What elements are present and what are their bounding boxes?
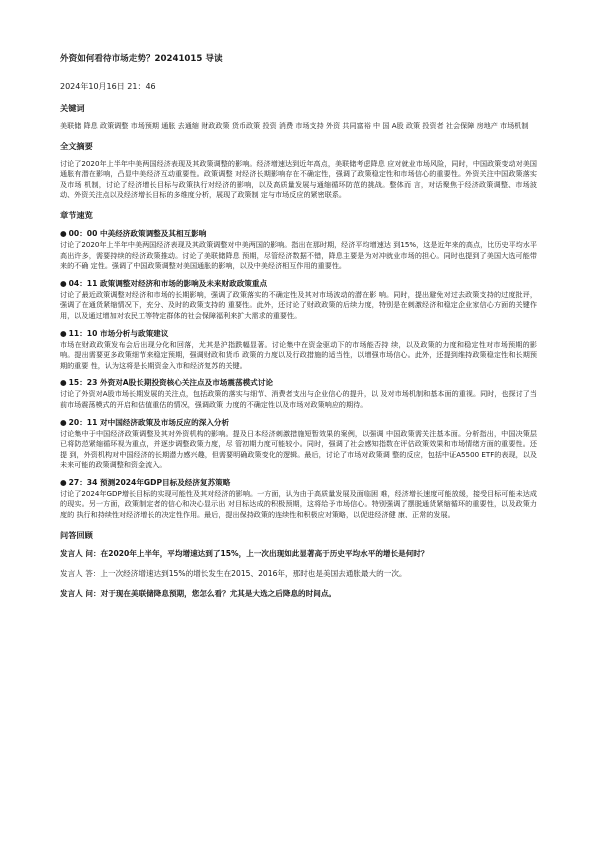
summary-text: 讨论了2020年上半年中美两国经济表现及其政策调整的影响。经济增速达到近年高点，美联储考虑降息 应对就业市场风险，同时，中国政策变动对美国通胀有潜在影响，凸显中美经济互动重要性。政策调整 对经济长期影响存在不确定性，强调了政策稳定性和市场信心的重要性。外资关注中国政策落实及市场 机制，讨论了经济增长目标与政策执行对经济的影响，以及高质量发展与通缩循环防范的挑战。整体而 言，对话聚焦于经济政策调整、市场波动、外资关注点以及经济增长目标的多维度分析，展现了政策制 定与市场反应的紧密联系。 <box>60 158 537 200</box>
chapter-text: 讨论了2020年上半年中美两国经济表现及其政策调整对中美两国的影响。指出在那时期，经济平均增速达 到15%，这是近年来的高点，比历史平均水平高出许多，需要持续的经济政策推动。讨论了美联储降息 预期，尽管经济数据不错，降息主要是为对冲就业市场的担心。同时也提到了美国大选可能带来的不确 定性。强调了中国政策调整对美国通胀的影响，以及中美经济相互作用的重要性。 <box>60 239 537 271</box>
chapter-title <box>60 377 537 388</box>
chapter-title <box>60 228 537 239</box>
chapter-title-text: 04：11 政策调整对经济和市场的影响及未来财政政策重点 <box>68 278 268 288</box>
keywords-text: 美联储 降息 政策调整 市场预期 通胀 去通缩 财政政策 货币政策 投资 消费 市场支持 外资 共同富裕 中 国 A股 政策 投资者 社会保障 房地产 市场机制 <box>60 121 529 130</box>
chapter-section <box>60 477 537 521</box>
qa-question: 发言人 问：对于现在美联储降息预期，您怎么看？尤其是大选之后降息的时间点。 <box>60 588 337 598</box>
qa-question: 发言人 问：在2020年上半年，平均增速达到了15%，上一次出现如此显著高于历史平均水平的增长是何时？ <box>60 548 429 558</box>
chapter-text: 讨论集中于中国经济政策调整及其对外资机构的影响。提及日本经济刺激措施短暂效果的案例，以强调 中国政策需关注基本面。分析指出，中国决策层已将防范紧缩循环视为重点，并逐步调整政策力度，尽 管初期力度可能较小。同时，强调了社会感知指数在评估政策效果和市场情绪方面的重要性。还提 到，外资机构对中国经济的长期潜力感兴趣，但需要明确政策变化的逻辑。最后，讨论了市场对政策调 整的反应，包括中证A5500 ETF的表现，以及未来可能的政策调整和资金流入。 <box>60 428 537 470</box>
bullet-icon: ● <box>60 328 67 338</box>
bullet-icon: ● <box>60 378 67 388</box>
document-title: 外资如何看待市场走势？20241015 导读 <box>60 54 223 64</box>
chapter-title-text: 00：00 中美经济政策调整及其相互影响 <box>68 228 207 238</box>
qa-heading: 问答回顾 <box>60 529 93 540</box>
summary-heading: 全文摘要 <box>60 140 93 151</box>
chapter-text: 讨论了外资对A股市场长期发展的关注点，包括政策的落实与细节、消费者支出与企业信心的提升，以 及对市场机制和基本面的重视。同时，也探讨了当前市场震荡模式的开启和估值重估的情况，强调政策 力度的不确定性以及市场对政策响应的期待。 <box>60 389 537 409</box>
qa-answer: 发言人 答：上一次经济增速达到15%的增长发生在2015、2016年，那时也是美国去通胀最大的一次。 <box>60 568 407 578</box>
chapter-title <box>60 477 537 488</box>
bullet-icon: ● <box>60 417 67 427</box>
chapter-section <box>60 278 537 322</box>
chapter-title-text: 15：23 外资对A股长期投资核心关注点及市场震荡模式讨论 <box>68 378 273 388</box>
chapters-heading: 章节速览 <box>60 209 93 220</box>
chapter-title-text: 27：34 预测2024年GDP目标及经济复苏策略 <box>68 477 231 487</box>
bullet-icon: ● <box>60 477 67 487</box>
chapter-title-text: 11：10 市场分析与政策建议 <box>68 328 169 338</box>
chapter-title <box>60 278 537 289</box>
chapter-section <box>60 228 537 272</box>
document-date: 2024年10月16日 21：46 <box>60 82 156 91</box>
chapter-text: 讨论了最近政策调整对经济和市场的长期影响，强调了政策落实的不确定性及其对市场波动的潜在影 响。同时，提出避免对过去政策支持的过度批评，强调了在通货紧缩情况下，充分、及时的政策支持的 重要性。此外，还讨论了财政政策的后续力度，特别是在刺激经济和稳定企业家信心方面的关键作 用，以及通过增加对农民工等特定群体的社会保障福利来扩大需求的重要性。 <box>60 289 537 320</box>
chapter-title <box>60 417 537 428</box>
chapter-section <box>60 417 537 471</box>
keywords-heading: 关键词 <box>60 103 85 113</box>
chapter-text: 讨论了2024年GDP增长目标的实现可能性及其对经济的影响。一方面，认为由于高质量发展及面临困 难，经济增长速度可能放缓，接受目标可能未达成的现实。另一方面，政策制定者的信心和决心显示出 对目标达成的积极预期，这将给予市场信心。特别强调了摆脱通货紧缩循环的重要性，以及政策力度的 执行和持续性对经济增长的决定性作用。最后，提出保持政策的连续性和积极应对策略，以促进经济健 康、正常的发展。 <box>60 488 537 520</box>
chapter-title <box>60 328 537 339</box>
chapter-text: 市场在财政政策发布会后出现分化和回落，尤其是沪指跌幅显著。讨论集中在资金驱动下的市场能否持 续，以及政策的力度和稳定性对市场预期的影响。提出需要更多政策细节来稳定预期，强调财政和货币 政策的力度以及行政措施的适当性，以增强市场信心。此外，还提到维持政策稳定性和长期预期的重要 性，认为这将是长期资金入市和经济复苏的关键。 <box>60 339 537 370</box>
chapter-title-text: 20：11 对中国经济政策及市场反应的深入分析 <box>68 417 230 427</box>
bullet-icon: ● <box>60 278 67 288</box>
bullet-icon: ● <box>60 228 67 238</box>
chapter-section <box>60 377 537 410</box>
chapter-section <box>60 328 537 372</box>
